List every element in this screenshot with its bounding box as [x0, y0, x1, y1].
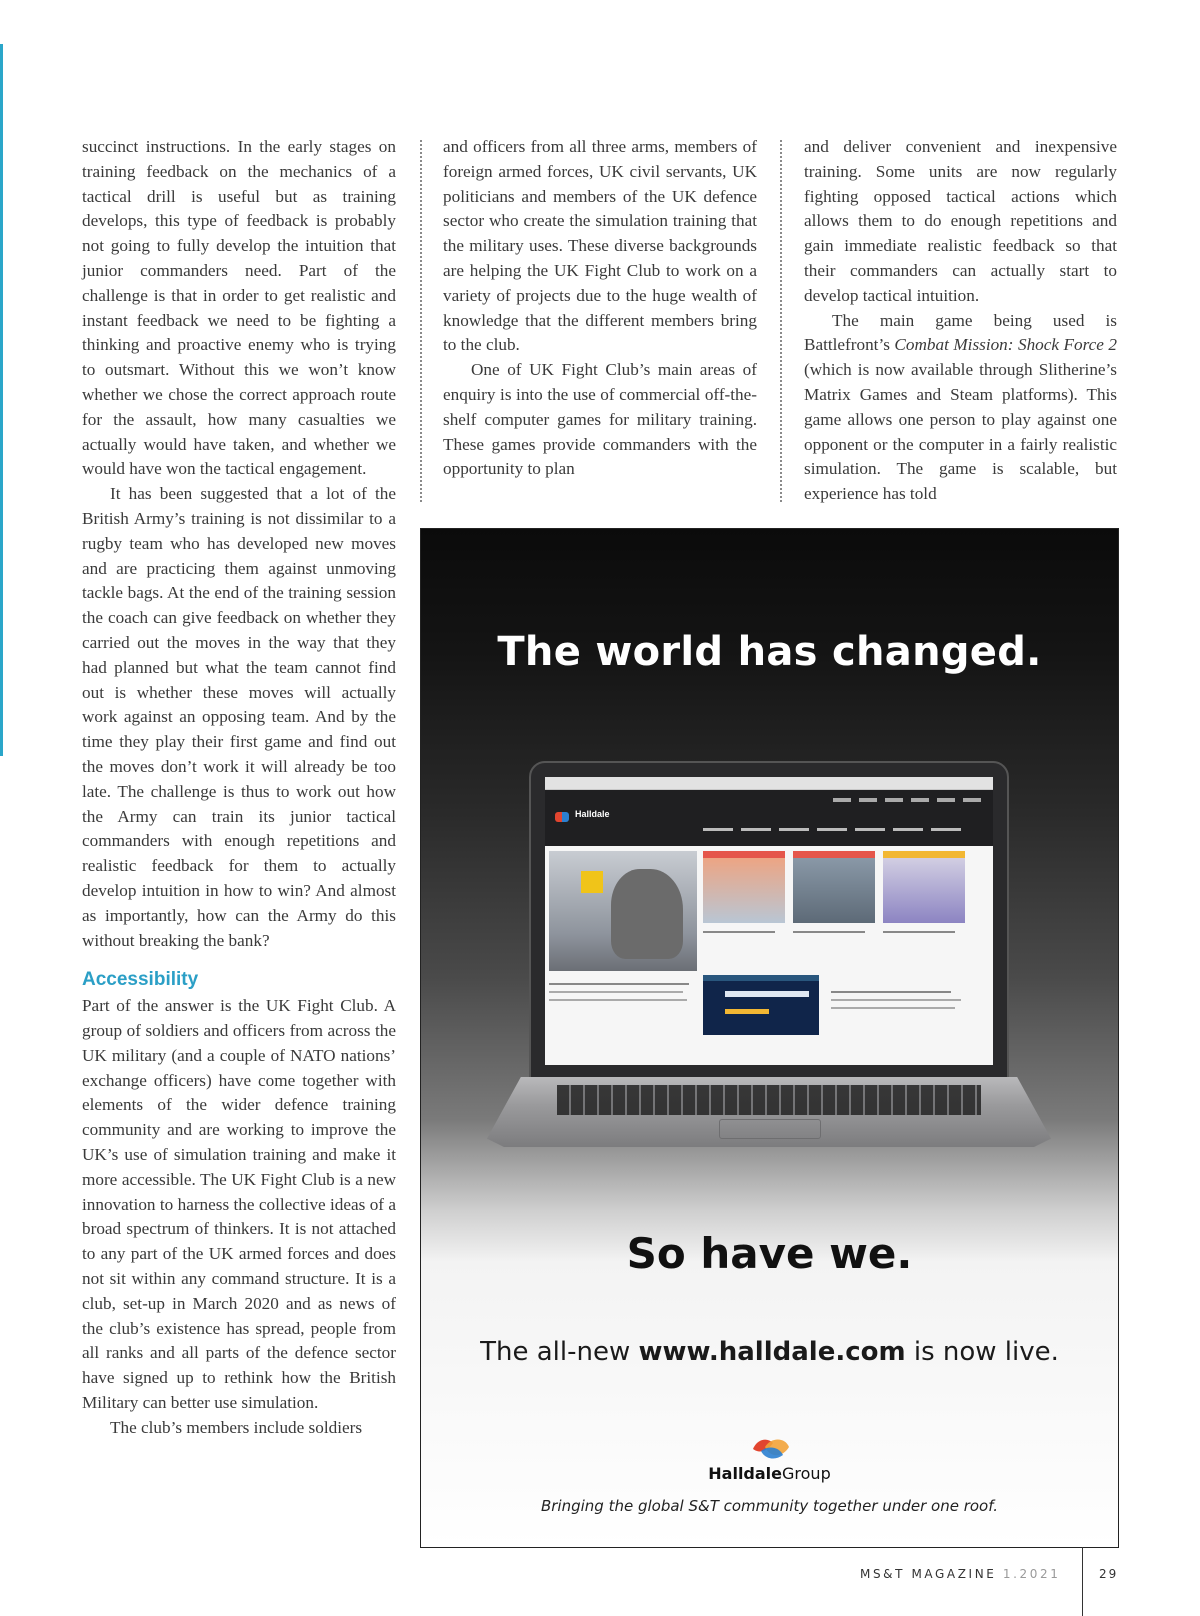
article-column-1 [82, 135, 396, 1441]
article-paragraph: and deliver convenient and inexpensive training. Some units are now regularly fighting opposed tactical actions which allows them to do enough repetitions and gain immediate realistic feedback so that their commanders can actually start to develop tactical intuition. [804, 137, 1117, 305]
column-divider [420, 140, 422, 502]
article-column-3 [804, 135, 1117, 507]
laptop-keyboard [557, 1085, 981, 1115]
website-header [545, 790, 993, 846]
magazine-issue: 1.2021 [1002, 1567, 1061, 1581]
magazine-name: MS&T MAGAZINE [860, 1567, 997, 1581]
website-text-line [831, 1007, 955, 1009]
ad-tagline: Bringing the global S&T community together under one roof. [540, 1497, 999, 1515]
section-subheading: Accessibility [82, 969, 199, 991]
laptop-screen [545, 777, 993, 1065]
website-brand: Halldale [575, 809, 610, 819]
halldale-logo-text [421, 1464, 1118, 1483]
halldale-logo-icon [555, 812, 569, 822]
logo-text-bold: Halldale [708, 1464, 783, 1483]
game-title: Combat Mission: Shock Force 2 [894, 335, 1118, 355]
website-event-banner [703, 975, 819, 1035]
browser-tab-bar [545, 777, 993, 790]
ad-website-line [421, 1337, 1118, 1367]
website-text-line [549, 999, 687, 1001]
halldale-logo-icon [751, 1435, 791, 1461]
website-text-line [549, 991, 683, 993]
column-divider [780, 140, 782, 502]
text-run: The all-new [480, 1337, 639, 1367]
ad-subheadline: So have we. [626, 1229, 913, 1278]
text-run: The main game being used is Battlefront’s [804, 310, 1117, 355]
website-text-line [549, 983, 689, 985]
website-article-tile [703, 851, 785, 923]
website-text-line [831, 999, 961, 1001]
website-text-line [703, 931, 775, 933]
text-run: is now live. [905, 1337, 1059, 1367]
website-article-tile [793, 851, 875, 923]
article-paragraph: Part of the answer is the UK Fight Club. A group of soldiers and officers from across the UK military (and a couple of NATO nations’ exchange officers) have come together with elements of the wider defence training community and are working to improve the UK’s use of simulation training and make it more accessible. The UK Fight Club is a new innovation to harness the collective ideas of a broad spectrum of thinkers. It is not attached to any part of the UK armed forces and does not sit within any command structure. It is a club, set-up in March 2020 and as news of the club’s existence has spread, people from all ranks and all parts of the defence sector have signed up to rethink how the British Military can better use simulation. [82, 996, 396, 1413]
article-paragraph [804, 309, 1117, 507]
logo-text-light: Group [782, 1464, 831, 1483]
website-article-tile [883, 851, 965, 923]
ad-website-link[interactable]: www.halldale.com [638, 1337, 906, 1367]
page-number: 29 [1099, 1567, 1119, 1581]
article-column-2 [443, 135, 757, 482]
footer-divider [1082, 1547, 1083, 1616]
website-nav [703, 828, 963, 831]
website-text-line [831, 991, 951, 993]
footer-magazine-title [860, 1567, 1060, 1581]
article-paragraph: and officers from all three arms, members of foreign armed forces, UK civil servants, UK politicians and members of the UK defence sector who create the simulation training that the military uses. These diverse backgrounds are helping the UK Fight Club to work on a variety of projects due to the huge wealth of knowledge that the different members bring to the club. [443, 137, 757, 355]
website-top-menu [833, 798, 983, 802]
article-paragraph: The club’s members include soldiers [110, 1417, 363, 1437]
laptop-illustration [487, 761, 1051, 1157]
event-banner-date [725, 1009, 769, 1014]
article-paragraph: It has been suggested that a lot of the British Army’s training is not dissimilar to a rugby team who has developed new moves and are practicing them against unmoving tackle bags. At the end of the training session the coach can give feedback on whether they carried out the moves in the way that they had planned but what the team cannot find out is whether these moves will actually work against an opposing team. And by the time they play their first game and find out the moves don’t work it will already be too late. The challenge is thus to work out how the Army can train its junior tactical commanders with enough repetitions and realistic feedback for them to actually develop intuition in how to win? And almost as importantly, how can the Army do this without breaking the bank? [82, 484, 396, 950]
article-paragraph: One of UK Fight Club’s main areas of enquiry is into the use of commercial off-the-shelf computer games for military training. These games provide commanders with the opportunity to plan [443, 360, 757, 479]
laptop-lid [529, 761, 1009, 1081]
text-run: (which is now available through Slitherine’s Matrix Games and Steam platforms). This game allows one person to play against one opponent or the computer in a fairly realistic simulation. The game is scalable, but experience has told [804, 360, 1117, 504]
event-banner-headline [725, 991, 809, 997]
website-text-line [793, 931, 865, 933]
website-text-line [883, 931, 955, 933]
website-hero-image [549, 851, 697, 971]
airport-sign-icon [581, 871, 603, 893]
elephant-icon [611, 869, 683, 959]
ad-headline: The world has changed. [497, 629, 1042, 675]
event-banner-header [703, 975, 819, 981]
page-edge-accent-bar [0, 44, 3, 756]
laptop-trackpad [719, 1119, 821, 1139]
article-paragraph: succinct instructions. In the early stages on training feedback on the mechanics of a tactical drill is useful but as training develops, this type of feedback is probably not going to fully develop the intuition that junior commanders need. Part of the challenge is that in order to get realistic and instant feedback we need to be fighting a thinking and proactive enemy who is trying to outsmart. Without this we won’t know whether we chose the correct approach route for the assault, how many casualties we actually would have taken, and whether we would have won the tactical engagement. [82, 137, 396, 479]
advertisement[interactable] [420, 528, 1119, 1548]
